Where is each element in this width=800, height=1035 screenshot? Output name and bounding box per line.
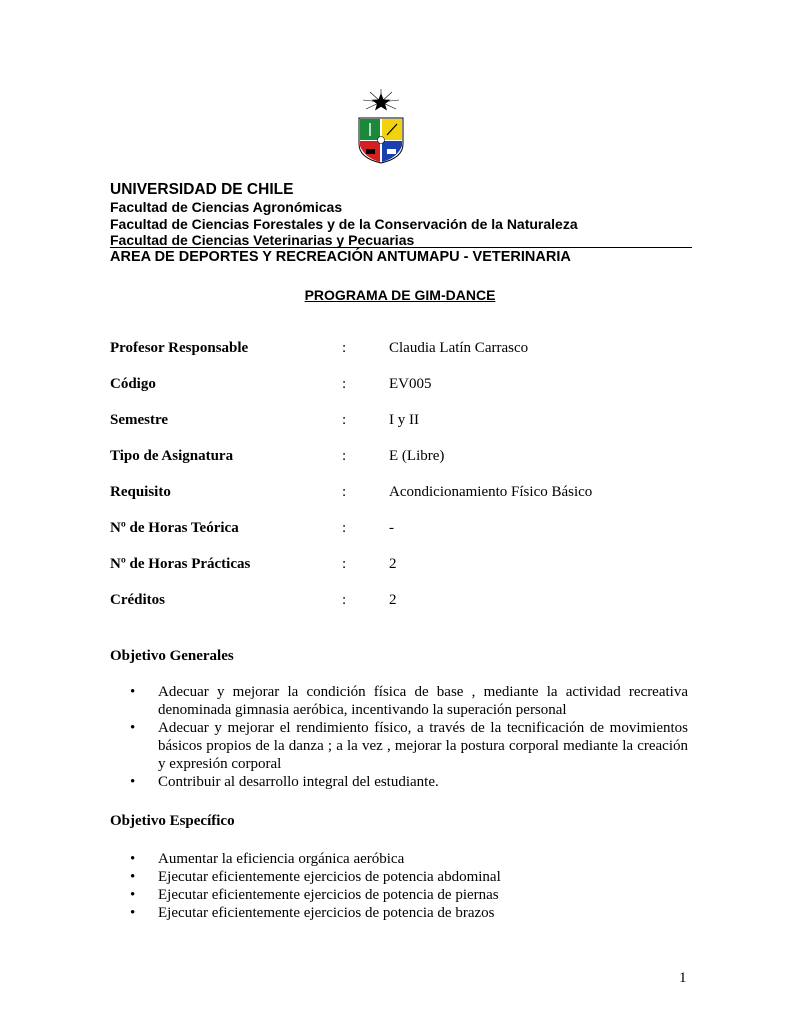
bullet-icon: • bbox=[130, 774, 136, 790]
detail-label: Semestre bbox=[110, 412, 169, 428]
detail-label: Código bbox=[110, 376, 156, 392]
list-item-text: Contribuir al desarrollo integral del estudiante. bbox=[158, 774, 439, 790]
list-item-text: Ejecutar eficientemente ejercicios de potencia abdominal bbox=[158, 869, 501, 885]
detail-separator: : bbox=[342, 376, 347, 392]
detail-value: Claudia Latín Carrasco bbox=[389, 340, 529, 356]
faculty-veterinary: Facultad de Ciencias Veterinarias y Pecuarias bbox=[110, 232, 415, 248]
detail-label: Requisito bbox=[110, 484, 171, 500]
list-item-text: Ejecutar eficientemente ejercicios de potencia de brazos bbox=[158, 905, 495, 921]
bullet-icon: • bbox=[130, 905, 136, 921]
detail-label: Nº de Horas Teórica bbox=[110, 520, 239, 536]
list-item bbox=[130, 773, 688, 791]
bullet-icon: • bbox=[130, 684, 136, 700]
list-item-text: Aumentar la eficiencia orgánica aeróbica bbox=[158, 851, 405, 867]
detail-label: Créditos bbox=[110, 592, 165, 608]
list-item-text: Adecuar y mejorar el rendimiento físico, a través de la tecnificación de movimientos básicos propios de la danza ; a la vez , mejorar la postura corporal mediante la creación y expresión corporal bbox=[158, 720, 688, 772]
detail-separator: : bbox=[342, 448, 347, 464]
bullet-icon: • bbox=[130, 720, 136, 736]
detail-row-course-type bbox=[0, 448, 800, 468]
header-divider bbox=[110, 247, 692, 248]
general-objectives-list bbox=[130, 683, 688, 791]
detail-separator: : bbox=[342, 484, 347, 500]
faculty-agronomy: Facultad de Ciencias Agronómicas bbox=[110, 199, 343, 215]
list-item-text: Ejecutar eficientemente ejercicios de potencia de piernas bbox=[158, 887, 499, 903]
detail-label: Tipo de Asignatura bbox=[110, 448, 234, 464]
bullet-icon: • bbox=[130, 869, 136, 885]
list-item bbox=[130, 886, 688, 904]
page-title: PROGRAMA DE GIM-DANCE bbox=[304, 287, 496, 303]
detail-row-semester bbox=[0, 412, 800, 432]
detail-separator: : bbox=[342, 520, 347, 536]
page-number: 1 bbox=[679, 970, 687, 986]
detail-separator: : bbox=[342, 592, 347, 608]
list-item bbox=[130, 850, 688, 868]
detail-row-professor bbox=[0, 340, 800, 360]
detail-label: Nº de Horas Prácticas bbox=[110, 556, 251, 572]
detail-row-theory-hours bbox=[0, 520, 800, 540]
detail-value: I y II bbox=[389, 412, 419, 428]
detail-label: Profesor Responsable bbox=[110, 340, 249, 356]
university-crest-logo bbox=[356, 88, 406, 164]
detail-row-requirement bbox=[0, 484, 800, 504]
list-item bbox=[130, 904, 688, 922]
specific-objectives-heading: Objetivo Específico bbox=[110, 813, 235, 829]
shield-icon bbox=[359, 118, 403, 163]
list-item bbox=[130, 683, 688, 719]
detail-separator: : bbox=[342, 340, 347, 356]
detail-value: E (Libre) bbox=[389, 448, 445, 464]
university-name: UNIVERSIDAD DE CHILE bbox=[110, 181, 294, 198]
detail-row-practice-hours bbox=[0, 556, 800, 576]
detail-value: 2 bbox=[389, 556, 397, 572]
specific-objectives-list bbox=[130, 850, 688, 922]
bullet-icon: • bbox=[130, 887, 136, 903]
detail-separator: : bbox=[342, 412, 347, 428]
detail-separator: : bbox=[342, 556, 347, 572]
star-icon bbox=[363, 89, 399, 111]
sports-area-title: AREA DE DEPORTES Y RECREACIÓN ANTUMAPU - VETERINARIA bbox=[110, 249, 571, 265]
detail-row-credits bbox=[0, 592, 800, 612]
detail-value: EV005 bbox=[389, 376, 432, 392]
detail-value: Acondicionamiento Físico Básico bbox=[389, 484, 593, 500]
faculty-forestry: Facultad de Ciencias Forestales y de la Conservación de la Naturaleza bbox=[110, 216, 578, 232]
general-objectives-heading: Objetivo Generales bbox=[110, 648, 234, 664]
bullet-icon: • bbox=[130, 851, 136, 867]
list-item-text: Adecuar y mejorar la condición física de base , mediante la actividad recreativa denominada gimnasia aeróbica, incentivando la superación personal bbox=[158, 684, 688, 718]
detail-row-code bbox=[0, 376, 800, 396]
list-item bbox=[130, 868, 688, 886]
detail-value: - bbox=[389, 520, 394, 536]
detail-value: 2 bbox=[389, 592, 397, 608]
list-item bbox=[130, 719, 688, 773]
